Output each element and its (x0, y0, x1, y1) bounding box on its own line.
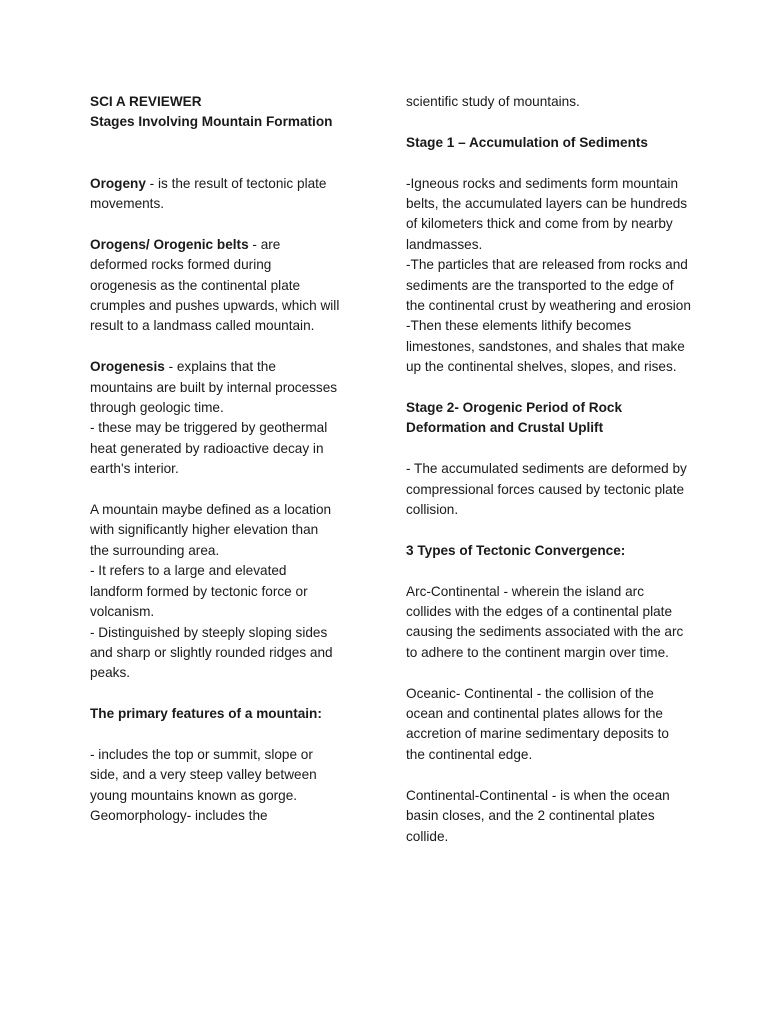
spacer (90, 684, 340, 704)
stage1-heading: Stage 1 – Accumulation of Sediments (406, 134, 648, 150)
spacer (406, 765, 691, 785)
spacer (90, 133, 340, 174)
orogenesis-term: Orogenesis (90, 359, 165, 375)
orogens-term: Orogens/ Orogenic belts (90, 236, 249, 252)
spacer (90, 480, 340, 500)
features-heading: The primary features of a mountain: (90, 706, 322, 722)
orogenesis-paragraph (90, 357, 340, 418)
continental-continental-paragraph: Continental-Continental - is when the ocean basin closes, and the 2 continental plates collide. (406, 787, 670, 844)
orogeny-paragraph (90, 174, 340, 215)
stage1-paragraph-3: -Then these elements lithify becomes limestones, sandstones, and shales that make up the continental shelves, slopes, and rises. (406, 318, 685, 375)
spacer (406, 663, 691, 683)
orogenesis-note: - these may be triggered by geothermal heat generated by radioactive decay in earth's interior. (90, 420, 328, 477)
right-column (406, 92, 691, 847)
arc-continental-paragraph: Arc-Continental - wherein the island arc collides with the edges of a continental plate causing the sediments associated with the arc to adhere to the continent margin over time. (406, 583, 684, 660)
geomorphology-continued: scientific study of mountains. (406, 94, 580, 109)
geomorphology-text: Geomorphology- includes the (90, 808, 268, 824)
mountain-note-1: - It refers to a large and elevated landform formed by tectonic force or volcanism. (90, 563, 308, 620)
oceanic-continental-paragraph: Oceanic- Continental - the collision of the ocean and continental plates allows for the accretion of marine sedimentary deposits to the continental edge. (406, 685, 669, 762)
stage2-heading: Stage 2- Orogenic Period of Rock Deformation and Crustal Uplift (406, 400, 623, 436)
features-text: - includes the top or summit, slope or side, and a very steep valley between young mountains known as gorge. (90, 746, 317, 803)
convergence-heading: 3 Types of Tectonic Convergence: (406, 542, 626, 558)
spacer (90, 725, 340, 745)
orogeny-term: Orogeny (90, 175, 146, 191)
spacer (90, 337, 340, 357)
spacer (406, 520, 691, 540)
stage1-paragraph-1: -Igneous rocks and sediments form mountain belts, the accumulated layers can be hundreds of kilometers thick and come from by nearby landmasses. (406, 175, 688, 252)
orogens-paragraph (90, 235, 340, 337)
mountain-note-2: - Distinguished by steeply sloping sides and sharp or slightly rounded ridges and peaks. (90, 624, 333, 681)
spacer (90, 214, 340, 234)
orogens-definition: - are deformed rocks formed during orogenesis as the continental plate crumples and pushes upwards, which will result to a landmass called mountain. (90, 236, 340, 334)
spacer (406, 561, 691, 581)
spacer (406, 378, 691, 398)
spacer (406, 153, 691, 173)
orogenesis-definition: - explains that the mountains are built by internal processes through geologic time. (90, 359, 338, 416)
spacer (406, 439, 691, 459)
stage1-paragraph-2: -The particles that are released from rocks and sediments are the transported to the edge of the continental crust by weathering and erosion (406, 257, 691, 314)
orogeny-definition: - is the result of tectonic plate movements. (90, 175, 327, 212)
doc-subtitle: Stages Involving Mountain Formation (90, 114, 333, 130)
stage2-paragraph-1: - The accumulated sediments are deformed by compressional forces caused by tectonic plate collision. (406, 461, 687, 518)
left-column (90, 92, 340, 827)
spacer (406, 112, 691, 132)
mountain-definition: A mountain maybe defined as a location with significantly higher elevation than the surrounding area. (90, 502, 332, 558)
doc-title: SCI A REVIEWER (90, 94, 202, 109)
